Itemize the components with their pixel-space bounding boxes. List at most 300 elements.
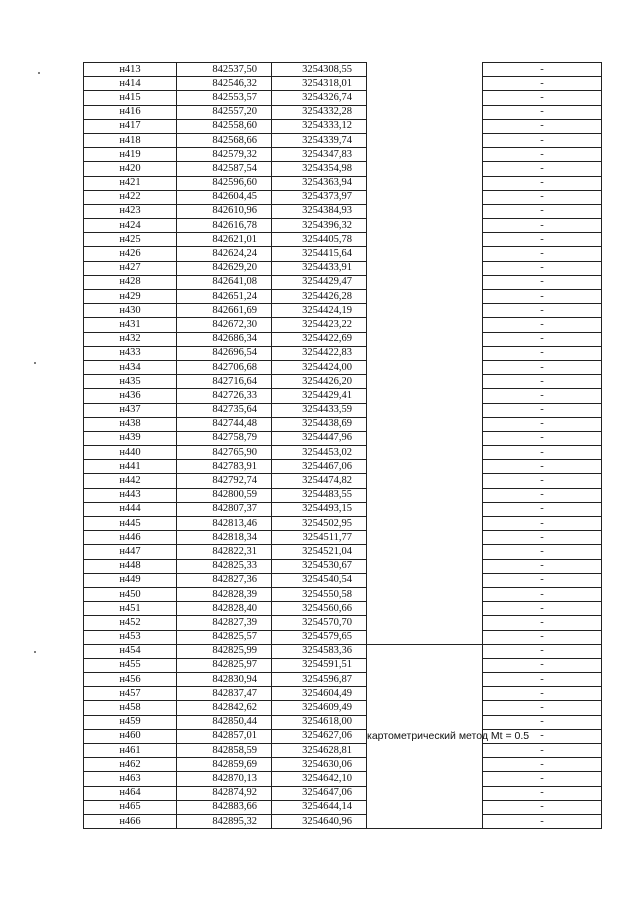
dash-cell: -: [483, 63, 602, 77]
x-coordinate-cell: 842557,20: [177, 105, 272, 119]
table-row: [84, 744, 602, 758]
x-coordinate-cell: 842651,24: [177, 290, 272, 304]
dash-cell: -: [483, 375, 602, 389]
y-coordinate-cell: 3254530,67: [272, 559, 367, 573]
dash-cell: -: [483, 431, 602, 445]
dash-cell: -: [483, 531, 602, 545]
dash-cell: -: [483, 587, 602, 601]
method-cell: [367, 431, 483, 445]
point-name-cell: н454: [84, 644, 177, 658]
point-name-cell: н422: [84, 190, 177, 204]
x-coordinate-cell: 842553,57: [177, 91, 272, 105]
y-coordinate-cell: 3254609,49: [272, 701, 367, 715]
method-cell: [367, 247, 483, 261]
y-coordinate-cell: 3254363,94: [272, 176, 367, 190]
table-row: [84, 332, 602, 346]
x-coordinate-cell: 842857,01: [177, 729, 272, 743]
point-name-cell: н447: [84, 545, 177, 559]
method-cell: [367, 219, 483, 233]
table-row: [84, 587, 602, 601]
dash-cell: -: [483, 630, 602, 644]
table-row: [84, 275, 602, 289]
dash-cell: -: [483, 814, 602, 828]
y-coordinate-cell: 3254453,02: [272, 446, 367, 460]
x-coordinate-cell: 842842,62: [177, 701, 272, 715]
y-coordinate-cell: 3254384,93: [272, 204, 367, 218]
method-cell: [367, 204, 483, 218]
dash-cell: -: [483, 119, 602, 133]
dash-cell: -: [483, 644, 602, 658]
x-coordinate-cell: 842818,34: [177, 531, 272, 545]
y-coordinate-cell: 3254570,70: [272, 616, 367, 630]
point-name-cell: н430: [84, 304, 177, 318]
dash-cell: -: [483, 275, 602, 289]
table-row: [84, 786, 602, 800]
point-name-cell: н462: [84, 758, 177, 772]
table-row: [84, 800, 602, 814]
table-row: [84, 701, 602, 715]
point-name-cell: н436: [84, 389, 177, 403]
x-coordinate-cell: 842850,44: [177, 715, 272, 729]
dash-cell: -: [483, 133, 602, 147]
dash-cell: -: [483, 559, 602, 573]
dash-cell: -: [483, 261, 602, 275]
method-cell: [367, 346, 483, 360]
point-name-cell: н438: [84, 417, 177, 431]
point-name-cell: н432: [84, 332, 177, 346]
method-cell: [367, 545, 483, 559]
y-coordinate-cell: 3254642,10: [272, 772, 367, 786]
method-cell: [367, 531, 483, 545]
method-cell: [367, 275, 483, 289]
dash-cell: -: [483, 290, 602, 304]
point-name-cell: н420: [84, 162, 177, 176]
table-row: [84, 658, 602, 672]
coordinates-table-body: [84, 63, 602, 829]
dash-cell: -: [483, 460, 602, 474]
y-coordinate-cell: 3254318,01: [272, 77, 367, 91]
y-coordinate-cell: 3254640,96: [272, 814, 367, 828]
y-coordinate-cell: 3254339,74: [272, 133, 367, 147]
point-name-cell: н429: [84, 290, 177, 304]
y-coordinate-cell: 3254433,91: [272, 261, 367, 275]
point-name-cell: н443: [84, 488, 177, 502]
point-name-cell: н458: [84, 701, 177, 715]
y-coordinate-cell: 3254423,22: [272, 318, 367, 332]
table-row: [84, 219, 602, 233]
table-row: [84, 602, 602, 616]
x-coordinate-cell: 842706,68: [177, 360, 272, 374]
x-coordinate-cell: 842837,47: [177, 687, 272, 701]
x-coordinate-cell: 842672,30: [177, 318, 272, 332]
method-cell: [367, 304, 483, 318]
table-row: [84, 77, 602, 91]
dash-cell: -: [483, 219, 602, 233]
method-cell: [367, 375, 483, 389]
dash-cell: -: [483, 162, 602, 176]
y-coordinate-cell: 3254630,06: [272, 758, 367, 772]
dash-cell: -: [483, 148, 602, 162]
table-row: [84, 119, 602, 133]
dash-cell: -: [483, 105, 602, 119]
y-coordinate-cell: 3254354,98: [272, 162, 367, 176]
y-coordinate-cell: 3254332,28: [272, 105, 367, 119]
x-coordinate-cell: 842859,69: [177, 758, 272, 772]
point-name-cell: н453: [84, 630, 177, 644]
point-name-cell: н461: [84, 744, 177, 758]
method-cell: [367, 573, 483, 587]
table-row: [84, 502, 602, 516]
table-row: [84, 105, 602, 119]
dash-cell: -: [483, 474, 602, 488]
method-cell: [367, 190, 483, 204]
table-row: [84, 488, 602, 502]
x-coordinate-cell: 842825,99: [177, 644, 272, 658]
point-name-cell: н435: [84, 375, 177, 389]
y-coordinate-cell: 3254433,59: [272, 403, 367, 417]
y-coordinate-cell: 3254579,65: [272, 630, 367, 644]
point-name-cell: н431: [84, 318, 177, 332]
dash-cell: -: [483, 233, 602, 247]
y-coordinate-cell: 3254426,20: [272, 375, 367, 389]
table-row: [84, 318, 602, 332]
table-row: [84, 389, 602, 403]
x-coordinate-cell: 842825,97: [177, 658, 272, 672]
x-coordinate-cell: 842568,66: [177, 133, 272, 147]
table-row: [84, 616, 602, 630]
x-coordinate-cell: 842883,66: [177, 800, 272, 814]
y-coordinate-cell: 3254627,06: [272, 729, 367, 743]
dash-cell: -: [483, 545, 602, 559]
point-name-cell: н442: [84, 474, 177, 488]
point-name-cell: н416: [84, 105, 177, 119]
y-coordinate-cell: 3254347,83: [272, 148, 367, 162]
point-name-cell: н452: [84, 616, 177, 630]
x-coordinate-cell: 842783,91: [177, 460, 272, 474]
dash-cell: -: [483, 204, 602, 218]
scan-speck: [34, 651, 36, 653]
point-name-cell: н440: [84, 446, 177, 460]
point-name-cell: н417: [84, 119, 177, 133]
y-coordinate-cell: 3254540,54: [272, 573, 367, 587]
method-cell: [367, 290, 483, 304]
y-coordinate-cell: 3254583,36: [272, 644, 367, 658]
y-coordinate-cell: 3254628,81: [272, 744, 367, 758]
x-coordinate-cell: 842629,20: [177, 261, 272, 275]
point-name-cell: н418: [84, 133, 177, 147]
method-cell: [367, 474, 483, 488]
dash-cell: -: [483, 360, 602, 374]
dash-cell: -: [483, 488, 602, 502]
dash-cell: -: [483, 800, 602, 814]
method-cell: [367, 77, 483, 91]
point-name-cell: н427: [84, 261, 177, 275]
point-name-cell: н426: [84, 247, 177, 261]
x-coordinate-cell: 842621,01: [177, 233, 272, 247]
dash-cell: -: [483, 715, 602, 729]
coordinates-table: [83, 62, 602, 829]
table-row: [84, 204, 602, 218]
table-row: [84, 715, 602, 729]
point-name-cell: н450: [84, 587, 177, 601]
point-name-cell: н464: [84, 786, 177, 800]
method-cell: [367, 148, 483, 162]
x-coordinate-cell: 842828,39: [177, 587, 272, 601]
table-row: [84, 460, 602, 474]
x-coordinate-cell: 842807,37: [177, 502, 272, 516]
point-name-cell: н419: [84, 148, 177, 162]
method-cell: [367, 488, 483, 502]
y-coordinate-cell: 3254493,15: [272, 502, 367, 516]
x-coordinate-cell: 842610,96: [177, 204, 272, 218]
table-row: [84, 162, 602, 176]
point-name-cell: н413: [84, 63, 177, 77]
dash-cell: -: [483, 77, 602, 91]
table-row: [84, 375, 602, 389]
table-row: [84, 176, 602, 190]
y-coordinate-cell: 3254447,96: [272, 431, 367, 445]
y-coordinate-cell: 3254591,51: [272, 658, 367, 672]
dash-cell: -: [483, 758, 602, 772]
x-coordinate-cell: 842822,31: [177, 545, 272, 559]
point-name-cell: н463: [84, 772, 177, 786]
x-coordinate-cell: 842616,78: [177, 219, 272, 233]
point-name-cell: н421: [84, 176, 177, 190]
y-coordinate-cell: 3254438,69: [272, 417, 367, 431]
y-coordinate-cell: 3254415,64: [272, 247, 367, 261]
table-row: [84, 431, 602, 445]
y-coordinate-cell: 3254467,06: [272, 460, 367, 474]
x-coordinate-cell: 842661,69: [177, 304, 272, 318]
dash-cell: -: [483, 573, 602, 587]
point-name-cell: н460: [84, 729, 177, 743]
table-row: [84, 91, 602, 105]
table-row: [84, 233, 602, 247]
point-name-cell: н459: [84, 715, 177, 729]
x-coordinate-cell: 842870,13: [177, 772, 272, 786]
point-name-cell: н451: [84, 602, 177, 616]
table-row: [84, 360, 602, 374]
table-row: [84, 573, 602, 587]
method-cell: [367, 360, 483, 374]
table-row: [84, 290, 602, 304]
y-coordinate-cell: 3254644,14: [272, 800, 367, 814]
y-coordinate-cell: 3254424,00: [272, 360, 367, 374]
point-name-cell: н439: [84, 431, 177, 445]
x-coordinate-cell: 842641,08: [177, 275, 272, 289]
y-coordinate-cell: 3254596,87: [272, 673, 367, 687]
point-name-cell: н433: [84, 346, 177, 360]
x-coordinate-cell: 842696,54: [177, 346, 272, 360]
point-name-cell: н441: [84, 460, 177, 474]
x-coordinate-cell: 842813,46: [177, 517, 272, 531]
y-coordinate-cell: 3254618,00: [272, 715, 367, 729]
point-name-cell: н414: [84, 77, 177, 91]
point-name-cell: н456: [84, 673, 177, 687]
scan-speck: [34, 362, 36, 364]
x-coordinate-cell: 842895,32: [177, 814, 272, 828]
x-coordinate-cell: 842686,34: [177, 332, 272, 346]
table-row: [84, 346, 602, 360]
point-name-cell: н444: [84, 502, 177, 516]
table-row: [84, 446, 602, 460]
method-cell: [367, 602, 483, 616]
y-coordinate-cell: 3254326,74: [272, 91, 367, 105]
x-coordinate-cell: 842596,60: [177, 176, 272, 190]
method-cell: [367, 417, 483, 431]
table-row: [84, 814, 602, 828]
method-cell: [367, 63, 483, 77]
dash-cell: -: [483, 729, 602, 743]
dash-cell: -: [483, 417, 602, 431]
method-cell: [367, 105, 483, 119]
point-name-cell: н466: [84, 814, 177, 828]
scan-speck: [38, 72, 40, 74]
table-row: [84, 687, 602, 701]
y-coordinate-cell: 3254424,19: [272, 304, 367, 318]
y-coordinate-cell: 3254333,12: [272, 119, 367, 133]
point-name-cell: н446: [84, 531, 177, 545]
x-coordinate-cell: 842825,57: [177, 630, 272, 644]
table-row: [84, 247, 602, 261]
x-coordinate-cell: 842546,32: [177, 77, 272, 91]
method-cell: [367, 261, 483, 275]
x-coordinate-cell: 842758,79: [177, 431, 272, 445]
x-coordinate-cell: 842558,60: [177, 119, 272, 133]
y-coordinate-cell: 3254502,95: [272, 517, 367, 531]
x-coordinate-cell: 842537,50: [177, 63, 272, 77]
table-row: [84, 417, 602, 431]
dash-cell: -: [483, 502, 602, 516]
method-cell: [367, 233, 483, 247]
point-name-cell: н448: [84, 559, 177, 573]
point-name-cell: н415: [84, 91, 177, 105]
table-row: [84, 304, 602, 318]
dash-cell: -: [483, 332, 602, 346]
dash-cell: -: [483, 517, 602, 531]
table-row: [84, 630, 602, 644]
method-cell: [367, 332, 483, 346]
point-name-cell: н428: [84, 275, 177, 289]
dash-cell: -: [483, 304, 602, 318]
y-coordinate-cell: 3254521,04: [272, 545, 367, 559]
y-coordinate-cell: 3254422,83: [272, 346, 367, 360]
dash-cell: -: [483, 602, 602, 616]
table-row: [84, 772, 602, 786]
y-coordinate-cell: 3254647,06: [272, 786, 367, 800]
table-row: [84, 63, 602, 77]
point-name-cell: н457: [84, 687, 177, 701]
y-coordinate-cell: 3254405,78: [272, 233, 367, 247]
x-coordinate-cell: 842827,39: [177, 616, 272, 630]
table-row: [84, 261, 602, 275]
table-row: [84, 403, 602, 417]
method-cell: [367, 587, 483, 601]
x-coordinate-cell: 842765,90: [177, 446, 272, 460]
x-coordinate-cell: 842858,59: [177, 744, 272, 758]
method-cell: [367, 446, 483, 460]
point-name-cell: н437: [84, 403, 177, 417]
method-cell: [367, 176, 483, 190]
table-row: [84, 474, 602, 488]
point-name-cell: н424: [84, 219, 177, 233]
y-coordinate-cell: 3254550,58: [272, 587, 367, 601]
y-coordinate-cell: 3254429,47: [272, 275, 367, 289]
x-coordinate-cell: 842735,64: [177, 403, 272, 417]
point-name-cell: н455: [84, 658, 177, 672]
dash-cell: -: [483, 772, 602, 786]
dash-cell: -: [483, 786, 602, 800]
point-name-cell: н425: [84, 233, 177, 247]
method-cell: [367, 318, 483, 332]
dash-cell: -: [483, 446, 602, 460]
dash-cell: -: [483, 616, 602, 630]
x-coordinate-cell: 842744,48: [177, 417, 272, 431]
y-coordinate-cell: 3254429,41: [272, 389, 367, 403]
y-coordinate-cell: 3254422,69: [272, 332, 367, 346]
dash-cell: -: [483, 744, 602, 758]
y-coordinate-cell: 3254604,49: [272, 687, 367, 701]
method-cell: [367, 616, 483, 630]
table-row: [84, 644, 602, 658]
table-row: [84, 190, 602, 204]
y-coordinate-cell: 3254560,66: [272, 602, 367, 616]
method-cell: [367, 133, 483, 147]
table-row: [84, 517, 602, 531]
x-coordinate-cell: 842587,54: [177, 162, 272, 176]
method-cell: [367, 389, 483, 403]
x-coordinate-cell: 842825,33: [177, 559, 272, 573]
method-cell: [367, 403, 483, 417]
dash-cell: -: [483, 701, 602, 715]
dash-cell: -: [483, 687, 602, 701]
y-coordinate-cell: 3254396,32: [272, 219, 367, 233]
x-coordinate-cell: 842579,32: [177, 148, 272, 162]
y-coordinate-cell: 3254373,97: [272, 190, 367, 204]
point-name-cell: н465: [84, 800, 177, 814]
dash-cell: -: [483, 658, 602, 672]
y-coordinate-cell: 3254483,55: [272, 488, 367, 502]
dash-cell: -: [483, 403, 602, 417]
x-coordinate-cell: 842604,45: [177, 190, 272, 204]
dash-cell: -: [483, 346, 602, 360]
table-row: [84, 545, 602, 559]
table-row: [84, 133, 602, 147]
x-coordinate-cell: 842726,33: [177, 389, 272, 403]
point-name-cell: н449: [84, 573, 177, 587]
x-coordinate-cell: 842828,40: [177, 602, 272, 616]
method-cell: [367, 162, 483, 176]
x-coordinate-cell: 842716,64: [177, 375, 272, 389]
dash-cell: -: [483, 190, 602, 204]
point-name-cell: н423: [84, 204, 177, 218]
table-row: [84, 148, 602, 162]
x-coordinate-cell: 842800,59: [177, 488, 272, 502]
table-row: [84, 673, 602, 687]
dash-cell: -: [483, 389, 602, 403]
table-row: [84, 559, 602, 573]
table-row: [84, 758, 602, 772]
y-coordinate-cell: 3254308,55: [272, 63, 367, 77]
y-coordinate-cell: 3254511,77: [272, 531, 367, 545]
table-row: [84, 531, 602, 545]
y-coordinate-cell: 3254474,82: [272, 474, 367, 488]
method-cell: [367, 517, 483, 531]
dash-cell: -: [483, 91, 602, 105]
point-name-cell: н445: [84, 517, 177, 531]
dash-cell: -: [483, 673, 602, 687]
method-cell: [367, 630, 483, 644]
